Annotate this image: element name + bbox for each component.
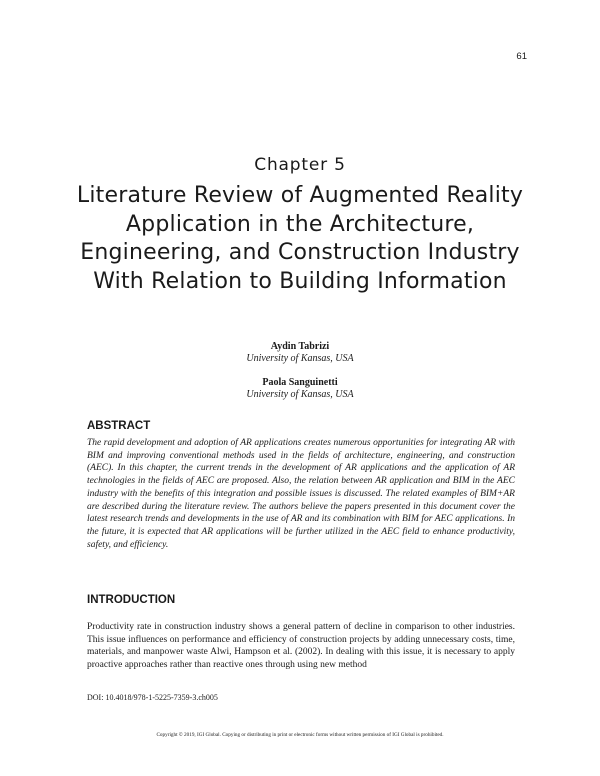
doi: DOI: 10.4018/978-1-5225-7359-3.ch005	[87, 693, 218, 702]
copyright-notice: Copyright © 2019, IGI Global. Copying or distributing in print or electronic forms without written permission of IGI Global is prohibited.	[156, 732, 444, 738]
author-block	[0, 341, 600, 365]
author-affiliation: University of Kansas, USA	[246, 389, 354, 400]
introduction-heading: INTRODUCTION	[87, 594, 176, 606]
author-affiliation: University of Kansas, USA	[246, 353, 354, 364]
abstract-heading: ABSTRACT	[87, 420, 151, 432]
abstract-text: The rapid development and adoption of AR applications creates numerous opportunities for integrating AR with BIM and improving conventional methods used in the fields of architecture, engineering, and construction (AEC). In this chapter, the current trends in the development of AR applications and the application of AR technologies in the fields of AEC are proposed. Also, the relation between AR application and BIM in the AEC industry with the benefits of this integration and possible issues is discussed. The related examples of BIM+AR are described during the literature review. The authors believe the papers presented in this document cover the latest research trends and developments in the use of AR and its combination with BIM for AEC applications. In the future, it is expected that AR applications will be further utilized in the AEC field to enhance productivity, safety, and efficiency.	[87, 438, 515, 550]
author-name: Paola Sanguinetti	[262, 377, 338, 388]
chapter-title: Literature Review of Augmented Reality Application in the Architecture, Engineering, and Construction Industry With Relation to Building Information	[76, 183, 524, 294]
author-name: Aydin Tabrizi	[270, 341, 330, 352]
page-number: 61	[516, 51, 527, 62]
introduction-text: Productivity rate in construction industry shows a general pattern of decline in comparison to other industries. This issue influences on performance and efficiency of construction projects by adding unnecessary costs, time, materials, and manpower waste Alwi, Hampson et al. (2002). In dealing with this issue, it is necessary to apply proactive approaches rather than reactive ones through using new method	[87, 622, 515, 671]
chapter-label: Chapter 5	[254, 155, 346, 175]
author-block	[0, 377, 600, 401]
